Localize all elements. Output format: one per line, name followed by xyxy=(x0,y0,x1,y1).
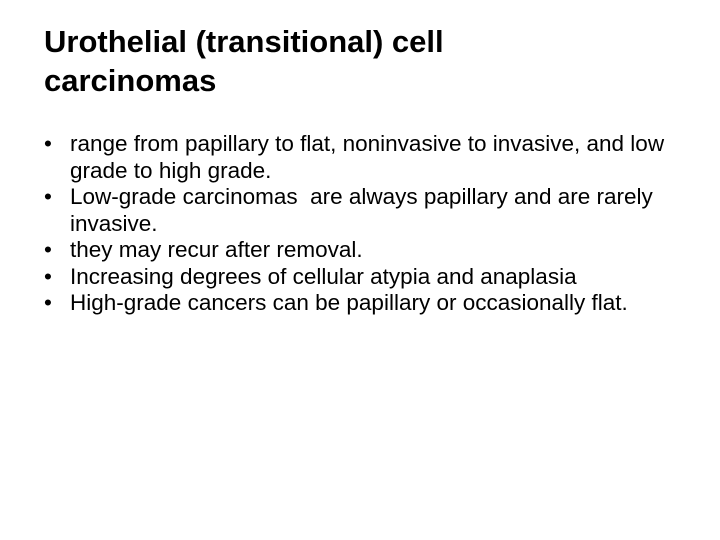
bullet-item xyxy=(44,290,704,317)
bullet-icon: • xyxy=(44,263,52,289)
bullet-text: Increasing degrees of cellular atypia and anaplasia xyxy=(70,263,577,289)
bullet-icon: • xyxy=(44,184,52,209)
bullet-text: range from papillary to flat, noninvasive to invasive, and low grade to high grade. xyxy=(70,131,665,183)
bullet-icon: • xyxy=(44,290,52,315)
bullet-text: Low-grade carcinomas are always papillary and are rarely invasive. xyxy=(70,184,660,236)
bullet-list xyxy=(44,131,704,317)
bullet-icon: • xyxy=(44,237,52,262)
slide-title-line-1: Urothelial (transitional) cell xyxy=(44,24,444,59)
slide-title xyxy=(44,22,684,100)
bullet-item xyxy=(44,184,704,237)
slide-title-line-2: carcinomas xyxy=(44,63,217,98)
bullet-item xyxy=(44,237,704,264)
bullet-text: they may recur after removal. xyxy=(70,237,363,262)
bullet-icon: • xyxy=(44,131,52,156)
bullet-item xyxy=(44,264,704,291)
bullet-item xyxy=(44,131,704,184)
bullet-text: High-grade cancers can be papillary or occasionally flat. xyxy=(70,290,628,315)
